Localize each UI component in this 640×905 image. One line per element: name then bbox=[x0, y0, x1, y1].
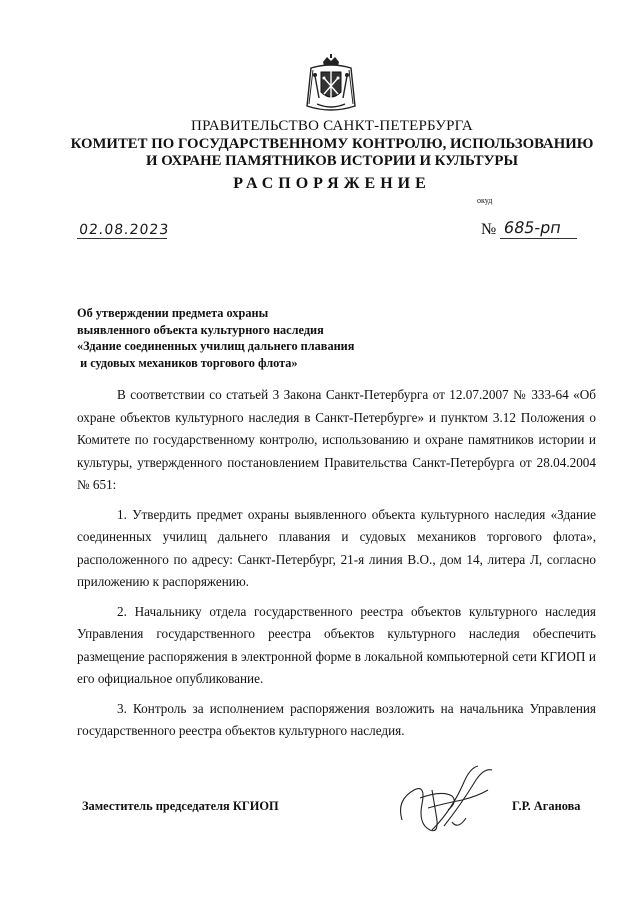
coat-of-arms-icon bbox=[303, 54, 359, 114]
number-underline bbox=[500, 238, 577, 239]
item-paragraph-1: 1. Утвердить предмет охраны выявленного объекта культурного наследия «Здание соединенных училищ дальнего плавания и судовых механиков торгового флота», расположенного по адресу: Санкт-Петербург, 21-я линия В.О., дом 14, литера Л, согласно приложению к распоряжению. bbox=[77, 506, 596, 589]
subject-line: и судовых механиков торгового флота» bbox=[77, 355, 298, 370]
committee-title bbox=[0, 136, 640, 170]
subject-line: выявленного объекта культурного наследия bbox=[77, 322, 324, 337]
document-subject bbox=[77, 305, 397, 371]
subject-line: «Здание соединенных училищ дальнего плавания bbox=[77, 339, 355, 353]
date-underline bbox=[77, 238, 167, 239]
item-paragraph-3: 3. Контроль за исполнением распоряжения возложить на начальника Управления государственного реестра объектов культурного наследия. bbox=[77, 700, 596, 738]
document-body bbox=[77, 384, 596, 743]
subject-line: Об утверждении предмета охраны bbox=[77, 306, 269, 320]
document-type: РАСПОРЯЖЕНИЕ bbox=[233, 175, 431, 192]
okud-label: окуд bbox=[477, 196, 493, 205]
number-sign: № bbox=[481, 221, 497, 238]
signatory-name: Г.Р. Аганова bbox=[512, 799, 581, 813]
document-date: 02.08.2023 bbox=[78, 222, 171, 238]
government-header: ПРАВИТЕЛЬСТВО САНКТ-ПЕТЕРБУРГА bbox=[191, 118, 473, 134]
committee-title-line: КОМИТЕТ ПО ГОСУДАРСТВЕННОМУ КОНТРОЛЮ, ИСПОЛЬЗОВАНИЮ bbox=[70, 136, 594, 152]
signatory-position: Заместитель председателя КГИОП bbox=[82, 799, 279, 813]
item-paragraph-2: 2. Начальнику отдела государственного реестра объектов культурного наследия Управления государственного реестра объектов культурного наследия обеспечить размещение распоряжения в электронной форме в локальной компьютерной сети КГИОП и его официальное опубликование. bbox=[77, 603, 596, 686]
preamble-paragraph: В соответствии со статьей 3 Закона Санкт-Петербурга от 12.07.2007 № 333-64 «Об охране объектов культурного наследия в Санкт-Петербурге» и пунктом 3.12 Положения о Комитете по государственному контролю, использованию и охране памятников истории и культуры, утвержденного постановлением Правительства Санкт-Петербурга от 28.04.2004 № 651: bbox=[77, 387, 596, 492]
handwritten-signature-icon bbox=[392, 760, 502, 840]
committee-title-line: И ОХРАНЕ ПАМЯТНИКОВ ИСТОРИИ И КУЛЬТУРЫ bbox=[145, 153, 518, 169]
document-number: 685-рп bbox=[502, 218, 563, 237]
